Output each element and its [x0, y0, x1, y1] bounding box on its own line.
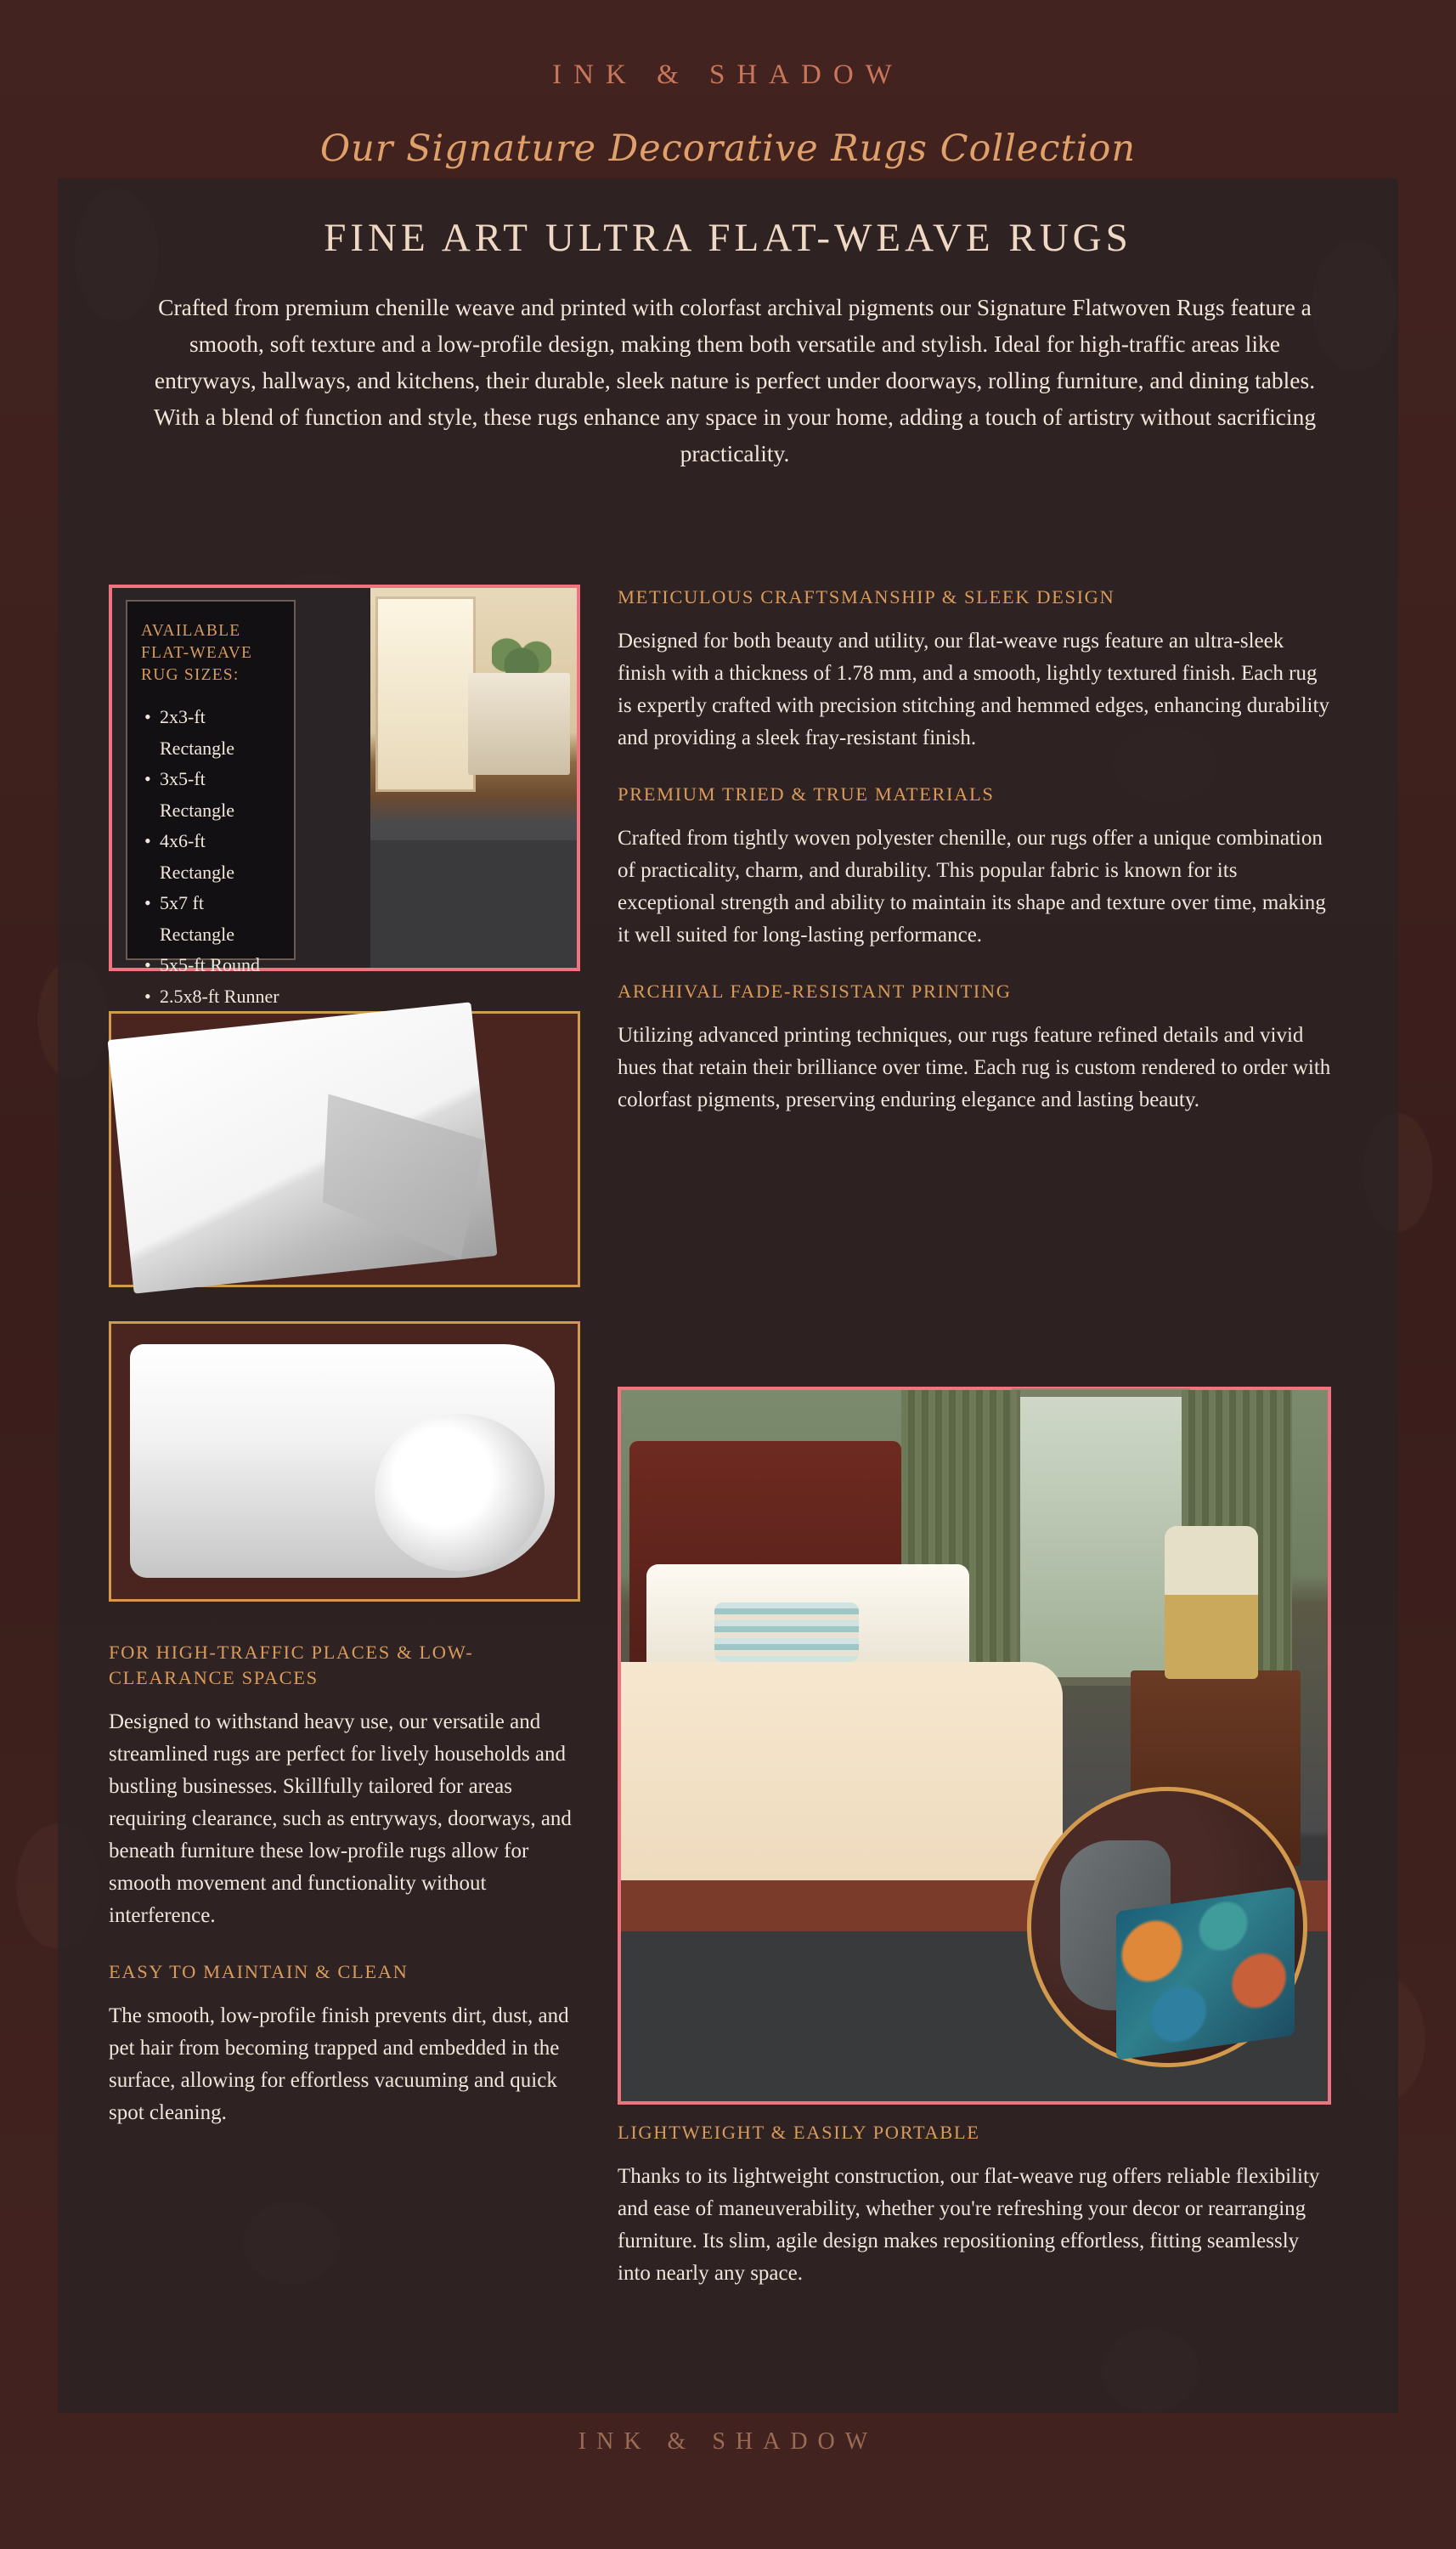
section-heading-printing: ARCHIVAL FADE-RESISTANT PRINTING	[618, 981, 1012, 1002]
brand-title-bottom: INK & SHADOW	[578, 2428, 878, 2455]
accent-pillow	[714, 1602, 859, 1662]
section-body-portable: Thanks to its lightweight construction, our flat-weave rug offers reliable flexibility and ease of maneuverability, whether you're refreshing your decor or rearranging furniture. Its slim, agile design makes repositioning effortless, fitting seamlessly into nearly any space.	[618, 2165, 1320, 2285]
plant-decor-icon	[492, 635, 551, 686]
bedroom-scene-photo	[618, 1387, 1331, 2105]
sizes-title: AVAILABLE FLAT-WEAVE RUG SIZES:	[141, 622, 253, 684]
rug-closeup-inset	[1027, 1787, 1307, 2067]
sizes-list-box	[126, 600, 296, 1007]
printed-rug-artwork	[1116, 1886, 1295, 2060]
page-title: FINE ART ULTRA FLAT-WEAVE RUGS	[324, 216, 1132, 260]
section-heading-maintain: EASY TO MAINTAIN & CLEAN	[109, 1961, 409, 1982]
section-body-maintain: The smooth, low-profile finish prevents dirt, dust, and pet hair from becoming trapped and embedded in the surface, allowing for effortless vacuuming and quick spot cleaning.	[109, 2004, 569, 2124]
collection-tagline: Our Signature Decorative Rugs Collection	[319, 127, 1137, 170]
left-column-text	[109, 1640, 580, 2156]
list-item: • 2.5x8-ft Runner	[141, 981, 282, 1013]
section-body-printing: Utilizing advanced printing techniques, our rugs feature refined details and vivid hues that retain their brilliance over time. Each rug is custom rendered to order with colorfast pigments, preserving enduring elegance and lasting beauty.	[618, 1024, 1331, 1111]
available-sizes-card	[109, 585, 580, 1007]
right-column-text	[618, 585, 1331, 1144]
brand-title-top: INK & SHADOW	[552, 59, 904, 90]
sizes-options-list	[141, 702, 282, 1012]
list-item: • 4x6-ft Rectangle	[141, 826, 282, 888]
section-heading-materials: PREMIUM TRIED & TRUE MATERIALS	[618, 783, 995, 805]
rug-roll-detail-photo	[109, 1321, 580, 1602]
section-body-materials: Crafted from tightly woven polyester chenille, our rugs offer a unique combination of practicality, charm, and durability. This popular fabric is known for its exceptional strength and ability to maintain its shape and texture over time, making it well suited for long-lasting performance.	[618, 827, 1326, 947]
rug-corner-detail-photo	[109, 1011, 580, 1287]
section-heading-portable: LIGHTWEIGHT & EASILY PORTABLE	[618, 2122, 980, 2143]
list-item: • 5x5-ft Round	[141, 950, 282, 981]
portable-section	[618, 2120, 1331, 2317]
section-heading-high-traffic: FOR HIGH-TRAFFIC PLACES & LOW-CLEARANCE SPACES	[109, 1642, 474, 1688]
intro-paragraph: Crafted from premium chenille weave and printed with colorfast archival pigments our Signature Flatwoven Rugs feature a smooth, soft texture and a low-profile design, making them both versatile and stylish. Ideal for high-traffic areas like entryways, hallways, and kitchens, their durable, sleek nature is perfect under doorways, rolling furniture, and dining tables. With a blend of function and style, these rugs enhance any space in your home, adding a touch of artistry without sacrificing practicality.	[153, 294, 1317, 466]
rug-roll-illustration	[130, 1344, 555, 1578]
entryway-photo	[370, 588, 577, 968]
list-item: • 3x5-ft Rectangle	[141, 764, 282, 826]
section-body-high-traffic: Designed to withstand heavy use, our versatile and streamlined rugs are perfect for lively households and bustling businesses. Skillfully tailored for areas requiring clearance, such as entryways, doorways, and beneath furniture these low-profile rugs allow for smooth movement and functionality without interference.	[109, 1710, 572, 1927]
section-body-craftsmanship: Designed for both beauty and utility, our flat-weave rugs feature an ultra-sleek finish with a thickness of 1.78 mm, and a smooth, lightly textured finish. Each rug is expertly crafted with precision stitching and hemmed edges, enhancing durability and providing a sleek fray-resistant finish.	[618, 630, 1329, 749]
rug-fold-illustration	[107, 1002, 497, 1293]
list-item: • 5x7 ft Rectangle	[141, 888, 282, 950]
window	[1020, 1397, 1182, 1677]
list-item: • 2x3-ft Rectangle	[141, 702, 282, 764]
table-lamp	[1165, 1526, 1258, 1679]
entryway-floor-rug	[370, 840, 577, 968]
section-heading-craftsmanship: METICULOUS CRAFTSMANSHIP & SLEEK DESIGN	[618, 586, 1115, 608]
